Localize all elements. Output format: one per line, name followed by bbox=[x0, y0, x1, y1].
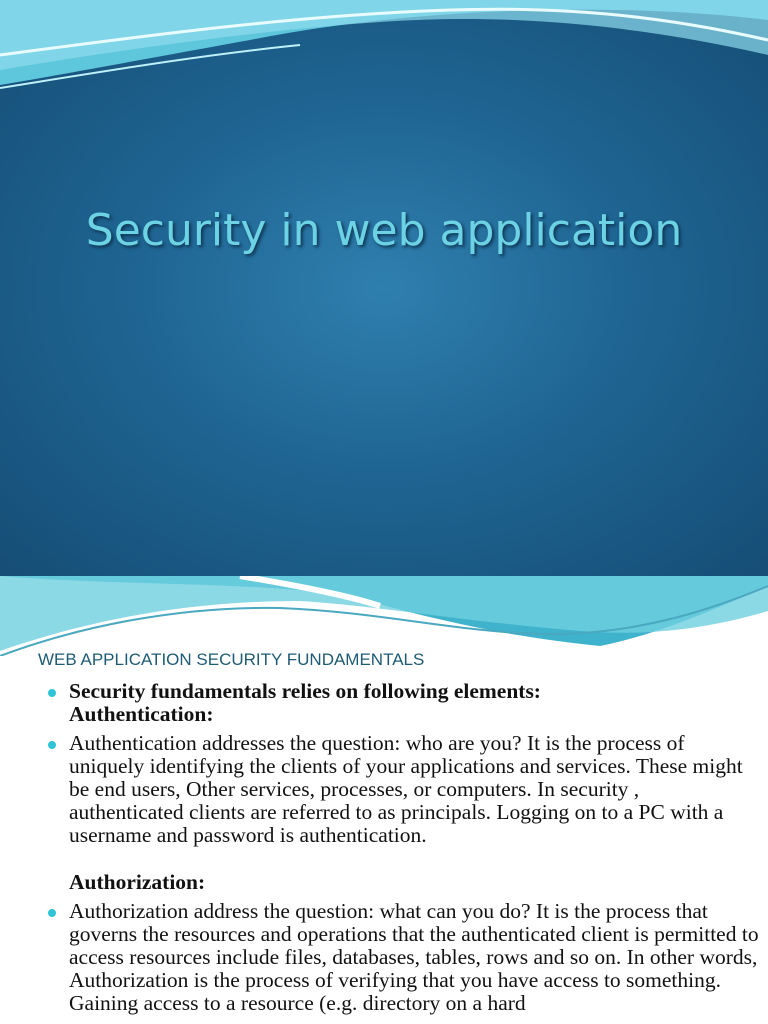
bullet-text: Security fundamentals relies on following elements: bbox=[69, 679, 541, 703]
wave-decoration bbox=[0, 576, 768, 656]
authentication-heading: Authentication: bbox=[69, 702, 214, 726]
bullet-text: Authorization address the question: what can you do? It is the process that governs the resources and operations that the authenticated client is permitted to access resources include files, databases, tables, rows and so on. In other words, Authorization is the process of verifying that you have access to something. Gaining access to a resource (e.g. directory on a hard bbox=[69, 899, 759, 1015]
bullet-item bbox=[69, 900, 759, 1015]
authorization-heading: Authorization: bbox=[69, 870, 206, 894]
content-slide bbox=[0, 576, 768, 1024]
slide-title: Security in web application bbox=[85, 205, 683, 256]
bullet-icon bbox=[48, 909, 56, 917]
bullet-item bbox=[69, 732, 759, 847]
bullet-text: Authentication addresses the question: who are you? It is the process of uniquely identifying the clients of your applications and services. These might be end users, Other services, processes, or computers. In security , authenticated clients are referred to as principals. Logging on to a PC with a username and password is authentication. bbox=[69, 731, 743, 847]
bullet-icon bbox=[48, 689, 56, 697]
bullet-icon bbox=[48, 741, 56, 749]
section-heading: WEB APPLICATION SECURITY FUNDAMENTALS bbox=[38, 650, 425, 669]
bullet-item bbox=[69, 680, 759, 703]
